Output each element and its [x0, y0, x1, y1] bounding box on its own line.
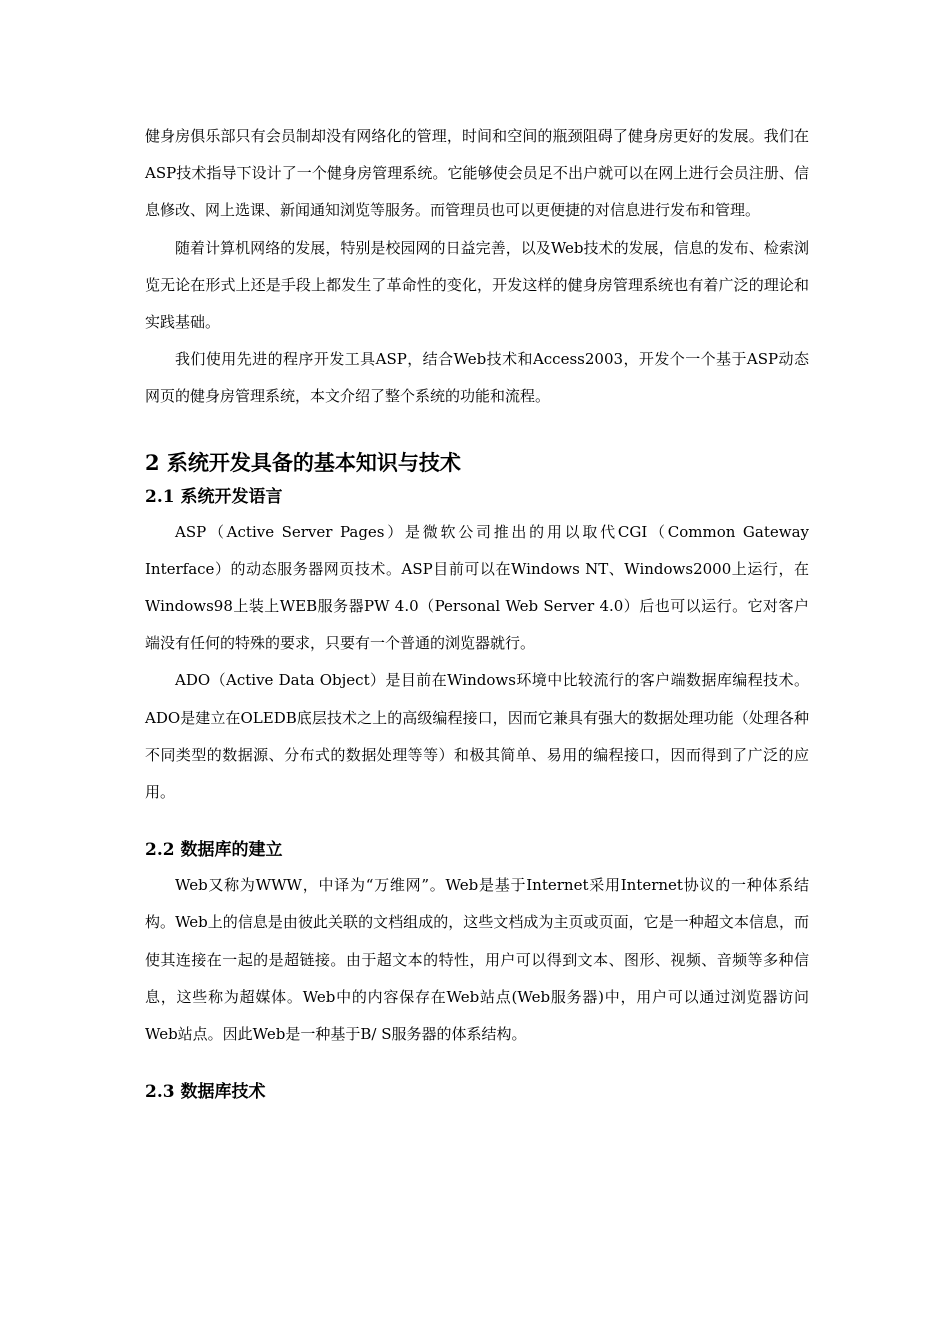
- intro-paragraph-2: 随着计算机网络的发展，特别是校园网的日益完善，以及Web技术的发展，信息的发布、检索浏览无论在形式上还是手段上都发生了革命性的变化，开发这样的健身房管理系统也有着广泛的理论和实践基础。: [145, 238, 809, 332]
- document-body: [145, 118, 809, 1109]
- section-2-2-paragraph-1: Web又称为WWW，中译为“万维网”。Web是基于Internet采用Internet协议的一种体系结构。Web上的信息是由彼此关联的文档组成的，这些文档成为主页或页面，它是一种超文本信息，而使其连接在一起的是超链接。由于超文本的特性，用户可以得到文本、图形、视频、音频等多种信息，这些称为超媒体。Web中的内容保存在Web站点(Web服务器)中，用户可以通过浏览器访问Web站点。因此Web是一种基于B/ S服务器的体系结构。: [145, 876, 809, 1044]
- section-2-heading: 2 系统开发具备的基本知识与技术: [145, 449, 461, 475]
- spacer: [145, 811, 809, 833]
- intro-paragraph-3: 我们使用先进的程序开发工具ASP，结合Web技术和Access2003，开发个一个基于ASP动态网页的健身房管理系统，本文介绍了整个系统的功能和流程。: [145, 350, 809, 406]
- section-2-1-paragraph-2: ADO（Active Data Object）是目前在Windows环境中比较流行的客户端数据库编程技术。ADO是建立在OLEDB底层技术之上的高级编程接口，因而它兼具有强大的数据处理功能（处理各种不同类型的数据源、分布式的数据处理等等）和极其简单、易用的编程接口，因而得到了广泛的应用。: [145, 671, 809, 802]
- section-2-3-heading: 2.3 数据库技术: [145, 1082, 266, 1103]
- spacer: [145, 1053, 809, 1075]
- intro-paragraph-1: 健身房俱乐部只有会员制却没有网络化的管理，时间和空间的瓶颈阻碍了健身房更好的发展。我们在ASP技术指导下设计了一个健身房管理系统。它能够使会员足不出户就可以在网上进行会员注册、信息修改、网上选课、新闻通知浏览等服务。而管理员也可以更便捷的对信息进行发布和管理。: [145, 127, 809, 220]
- section-2-1-paragraph-1: ASP（Active Server Pages）是微软公司推出的用以取代CGI（Common Gateway Interface）的动态服务器网页技术。ASP目前可以在Windows NT、Windows2000上运行，在Windows98上装上WEB服务器PW 4.0（Personal Web Server 4.0）后也可以运行。它对客户端没有任何的特殊的要求，只要有一个普通的浏览器就行。: [145, 522, 809, 653]
- section-2-2-heading: 2.2 数据库的建立: [145, 840, 283, 861]
- section-2-1-heading: 2.1 系统开发语言: [145, 486, 283, 507]
- spacer: [145, 416, 809, 446]
